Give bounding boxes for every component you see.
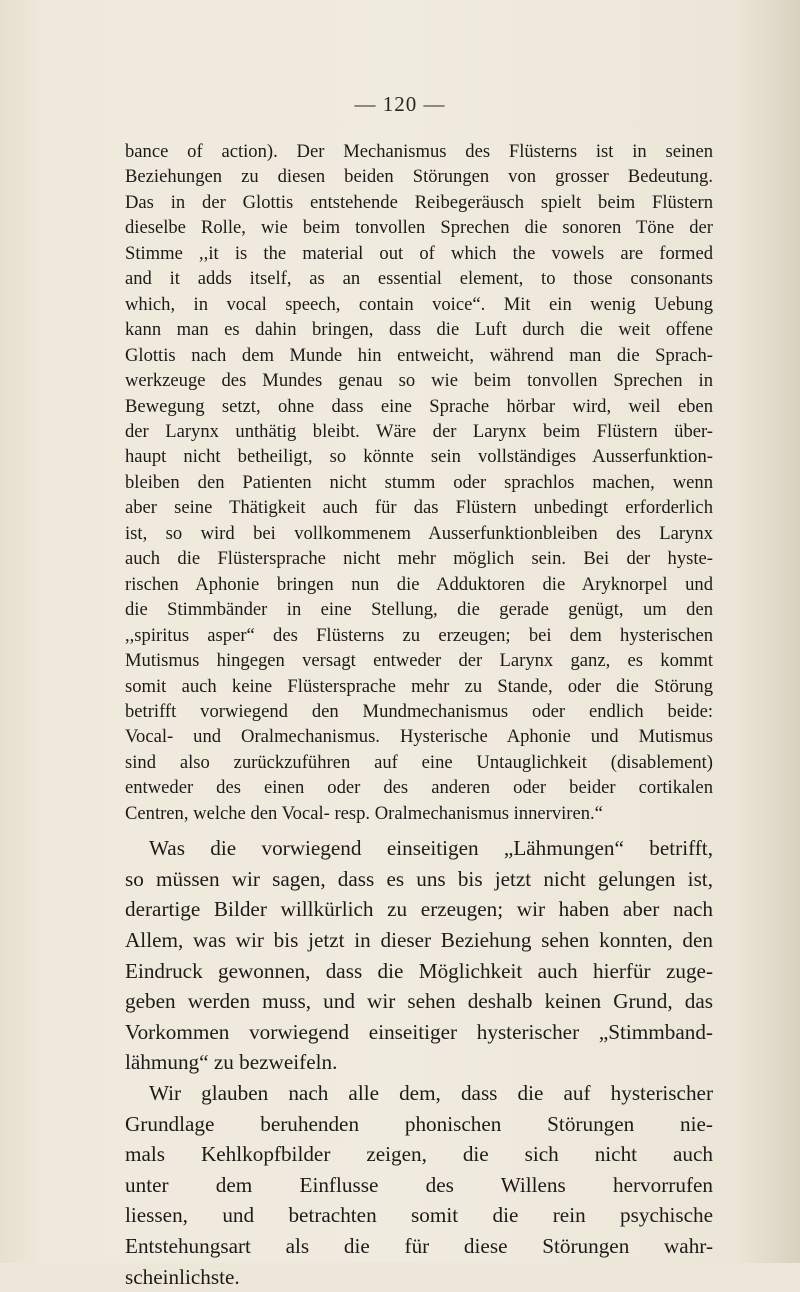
text-line: auch die Flüstersprache nicht mehr möglich sein. Bei der hyste- xyxy=(125,548,713,570)
text-line: Wir glauben nach alle dem, dass die auf hysterischer xyxy=(149,1080,713,1105)
text-line: and it adds itself, as an essential element, to those consonants xyxy=(125,268,713,290)
text-line: lähmung“ zu bezweifeln. xyxy=(125,1050,338,1075)
text-line: kann man es dahin bringen, dass die Luft durch die weit offene xyxy=(125,319,713,341)
text-line: der Larynx unthätig bleibt. Wäre der Larynx beim Flüstern über- xyxy=(125,420,713,442)
text-line: mals Kehlkopfbilder zeigen, die sich nicht auch xyxy=(125,1142,713,1167)
text-line: so müssen wir sagen, dass es uns bis jetzt nicht gelungen ist, xyxy=(125,866,713,891)
text-line: Entstehungsart als die für diese Störungen wahr- xyxy=(125,1233,713,1258)
text-line: scheinlichste. xyxy=(125,1264,240,1289)
text-line: derartige Bilder willkürlich zu erzeugen; wir haben aber nach xyxy=(125,897,713,922)
text-line: bance of action). Der Mechanismus des Flüsterns ist in seinen xyxy=(125,141,713,162)
text-line: liessen, und betrachten somit die rein psychische xyxy=(125,1203,713,1228)
text-line: Vorkommen vorwiegend einseitiger hysterischer „Stimmband- xyxy=(125,1019,713,1044)
text-line: entweder des einen oder des anderen oder beider cortikalen xyxy=(125,777,713,799)
text-line: die Stimmbänder in eine Stellung, die gerade genügt, um den xyxy=(125,599,713,621)
text-line: Mutismus hingegen versagt entweder der Larynx ganz, es kommt xyxy=(125,650,713,672)
paragraph-1 xyxy=(125,139,713,826)
text-line: Allem, was wir bis jetzt in dieser Beziehung sehen konnten, den xyxy=(125,928,713,953)
body-text xyxy=(125,139,713,1292)
text-line: werkzeuge des Mundes genau so wie beim tonvollen Sprechen in xyxy=(125,370,713,392)
text-line: geben werden muss, und wir sehen deshalb keinen Grund, das xyxy=(125,989,713,1014)
page-number: — 120 — xyxy=(354,92,446,116)
text-line: Centren, welche den Vocal- resp. Oralmechanismus innerviren.“ xyxy=(125,802,603,824)
text-line: rischen Aphonie bringen nun die Adduktoren die Aryknorpel und xyxy=(125,573,713,595)
text-line: unter dem Einflusse des Willens hervorrufen xyxy=(125,1172,713,1197)
text-line: haupt nicht betheiligt, so könnte sein vollständiges Ausserfunktion- xyxy=(125,446,713,468)
text-line: which, in vocal speech, contain voice“. Mit ein wenig Uebung xyxy=(125,293,713,315)
paragraph-3 xyxy=(125,1078,713,1292)
text-line: Was die vorwiegend einseitigen „Lähmungen“ betrifft, xyxy=(149,836,713,861)
text-line: aber seine Thätigkeit auch für das Flüstern unbedingt erforderlich xyxy=(125,497,713,519)
text-line: betrifft vorwiegend den Mundmechanismus oder endlich beide: xyxy=(125,700,713,722)
text-line: Vocal- und Oralmechanismus. Hysterische Aphonie und Mutismus xyxy=(125,726,713,748)
paragraph-2 xyxy=(125,833,713,1078)
text-line: dieselbe Rolle, wie beim tonvollen Sprechen die sonoren Töne der xyxy=(125,217,713,239)
text-line: Stimme ,,it is the material out of which the vowels are formed xyxy=(125,242,713,264)
text-line: sind also zurückzuführen auf eine Untauglichkeit (disablement) xyxy=(125,751,713,773)
text-line: Bewegung setzt, ohne dass eine Sprache hörbar wird, weil eben xyxy=(125,395,713,417)
text-line: Eindruck gewonnen, dass die Möglichkeit auch hierfür zuge- xyxy=(125,958,713,983)
text-line: Grundlage beruhenden phonischen Störungen nie- xyxy=(125,1111,713,1136)
text-line: ist, so wird bei vollkommenem Ausserfunktionbleiben des Larynx xyxy=(125,522,713,544)
text-line: bleiben den Patienten nicht stumm oder sprachlos machen, wenn xyxy=(125,471,713,493)
text-line: ,,spiritus asper“ des Flüsterns zu erzeugen; bei dem hysterischen xyxy=(125,624,713,646)
text-line: Das in der Glottis entstehende Reibegeräusch spielt beim Flüstern xyxy=(125,191,713,213)
text-line: Glottis nach dem Munde hin entweicht, während man die Sprach- xyxy=(125,344,713,366)
text-line: somit auch keine Flüstersprache mehr zu Stande, oder die Störung xyxy=(125,675,713,697)
text-line: Beziehungen zu diesen beiden Störungen von grosser Bedeutung. xyxy=(125,166,713,188)
